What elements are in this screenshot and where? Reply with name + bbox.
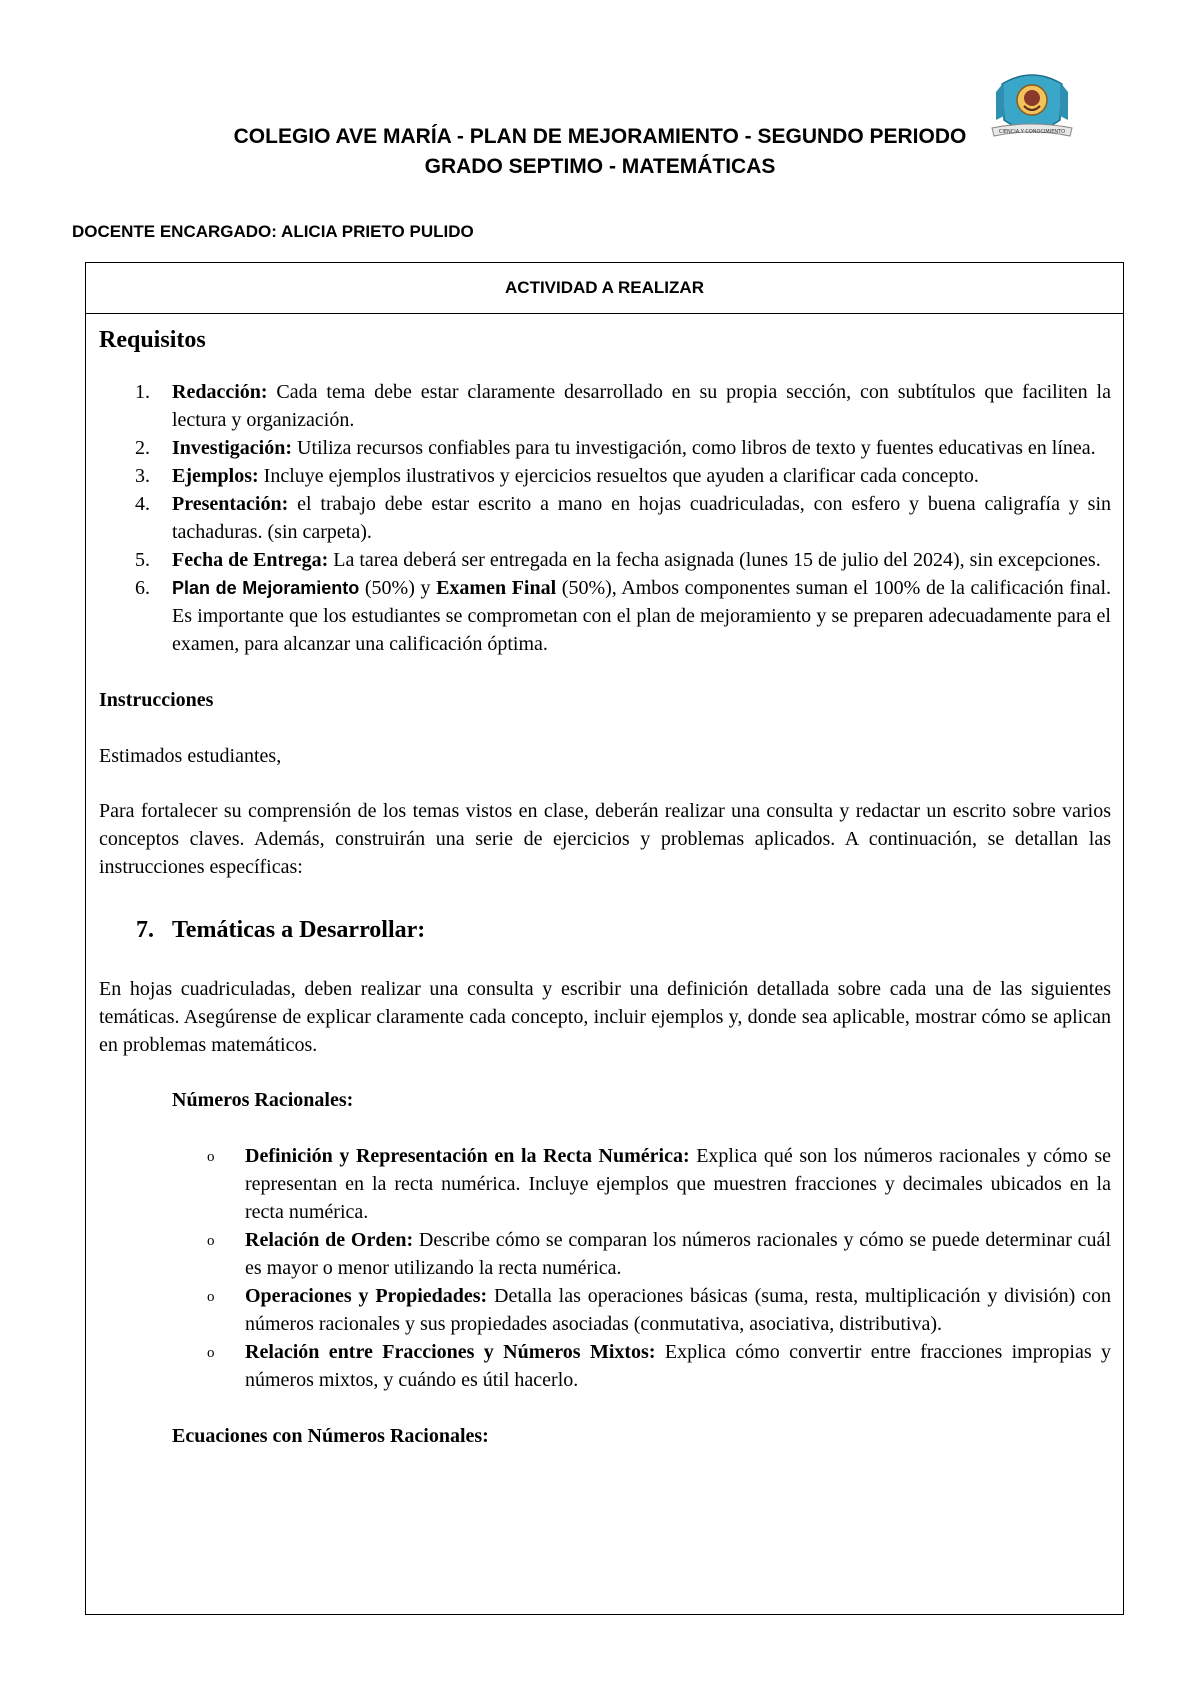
requisitos-list [99,378,1111,658]
list-item: 6. Plan de Mejoramiento (50%) y Examen Final (50%), Ambos componentes suman el 100% de la calificación final. Es importante que los estudiantes se comprometan con el plan de mejoramiento y se preparen adecuadamente para el examen, para alcanzar una calificación óptima. [135,577,1112,655]
list-item: 3. Ejemplos: Incluye ejemplos ilustrativos y ejercicios resueltos que ayuden a clarificar cada concepto. [135,465,979,487]
list-item: 2. Investigación: Utiliza recursos confiables para tu investigación, como libros de texto y fuentes educativas en línea. [135,437,1096,459]
logo-ribbon-text: CIENCIA Y CONOCIMIENTO [998,129,1066,135]
activity-box-title: ACTIVIDAD A REALIZAR [86,263,1123,314]
bullet-icon: o [207,1233,215,1249]
greeting-text: Estimados estudiantes, [99,745,282,767]
tematicas-heading: 7. Temáticas a Desarrollar: [136,917,426,943]
intro-paragraph: Para fortalecer su comprensión de los temas vistos en clase, deberán realizar una consulta y redactar un escrito sobre varios conceptos claves. Además, construirán una serie de ejercicios y problemas aplicados. A continuación, se detallan las instrucciones específicas: [99,800,1111,878]
numeros-racionales-list [99,1142,1111,1394]
list-item: 4. Presentación: el trabajo debe estar escrito a mano en hojas cuadriculadas, con esfero y buena caligrafía y sin tachaduras. (sin carpeta). [135,493,1111,543]
list-item: o Relación de Orden: Describe cómo se comparan los números racionales y cómo se puede determinar cuál es mayor o menor utilizando la recta numérica. [207,1229,1111,1279]
activity-box [85,262,1124,1615]
list-item: 5. Fecha de Entrega: La tarea deberá ser entregada en la fecha asignada (lunes 15 de julio del 2024), sin excepciones. [135,549,1101,571]
ecuaciones-heading: Ecuaciones con Números Racionales: [172,1425,489,1447]
bullet-icon: o [207,1149,215,1165]
list-item: o Definición y Representación en la Recta Numérica: Explica qué son los números racionales y cómo se representan en la recta numérica. Incluye ejemplos que muestren fracciones y decimales ubicados en la recta numérica. [207,1145,1111,1223]
instrucciones-heading: Instrucciones [99,689,214,711]
school-crest-icon [990,70,1074,148]
header-subtitle: GRADO SEPTIMO - MATEMÁTICAS [424,155,776,178]
list-item: o Operaciones y Propiedades: Detalla las operaciones básicas (suma, resta, multiplicación y división) con números racionales y sus propiedades asociadas (conmutativa, asociativa, distributiva). [207,1285,1111,1335]
list-item: 1. Redacción: Cada tema debe estar claramente desarrollado en su propia sección, con subtítulos que faciliten la lectura y organización. [135,381,1111,431]
list-item: o Relación entre Fracciones y Números Mixtos: Explica cómo convertir entre fracciones impropias y números mixtos, y cuándo es útil hacerlo. [207,1341,1111,1391]
activity-content [86,325,1123,1450]
bullet-icon: o [207,1345,215,1361]
requisitos-heading: Requisitos [99,327,206,353]
tematicas-intro-paragraph: En hojas cuadriculadas, deben realizar una consulta y escribir una definición detallada sobre cada una de las siguientes temáticas. Asegúrense de explicar claramente cada concepto, incluir ejemplos y, donde sea aplicable, mostrar cómo se aplican en problemas matemáticos. [99,978,1111,1056]
bullet-icon: o [207,1289,215,1305]
header-title: COLEGIO AVE MARÍA - PLAN DE MEJORAMIENTO - SEGUNDO PERIODO [233,125,967,148]
teacher-label: DOCENTE ENCARGADO: ALICIA PRIETO PULIDO [72,222,474,241]
numeros-racionales-heading: Números Racionales: [172,1089,354,1111]
